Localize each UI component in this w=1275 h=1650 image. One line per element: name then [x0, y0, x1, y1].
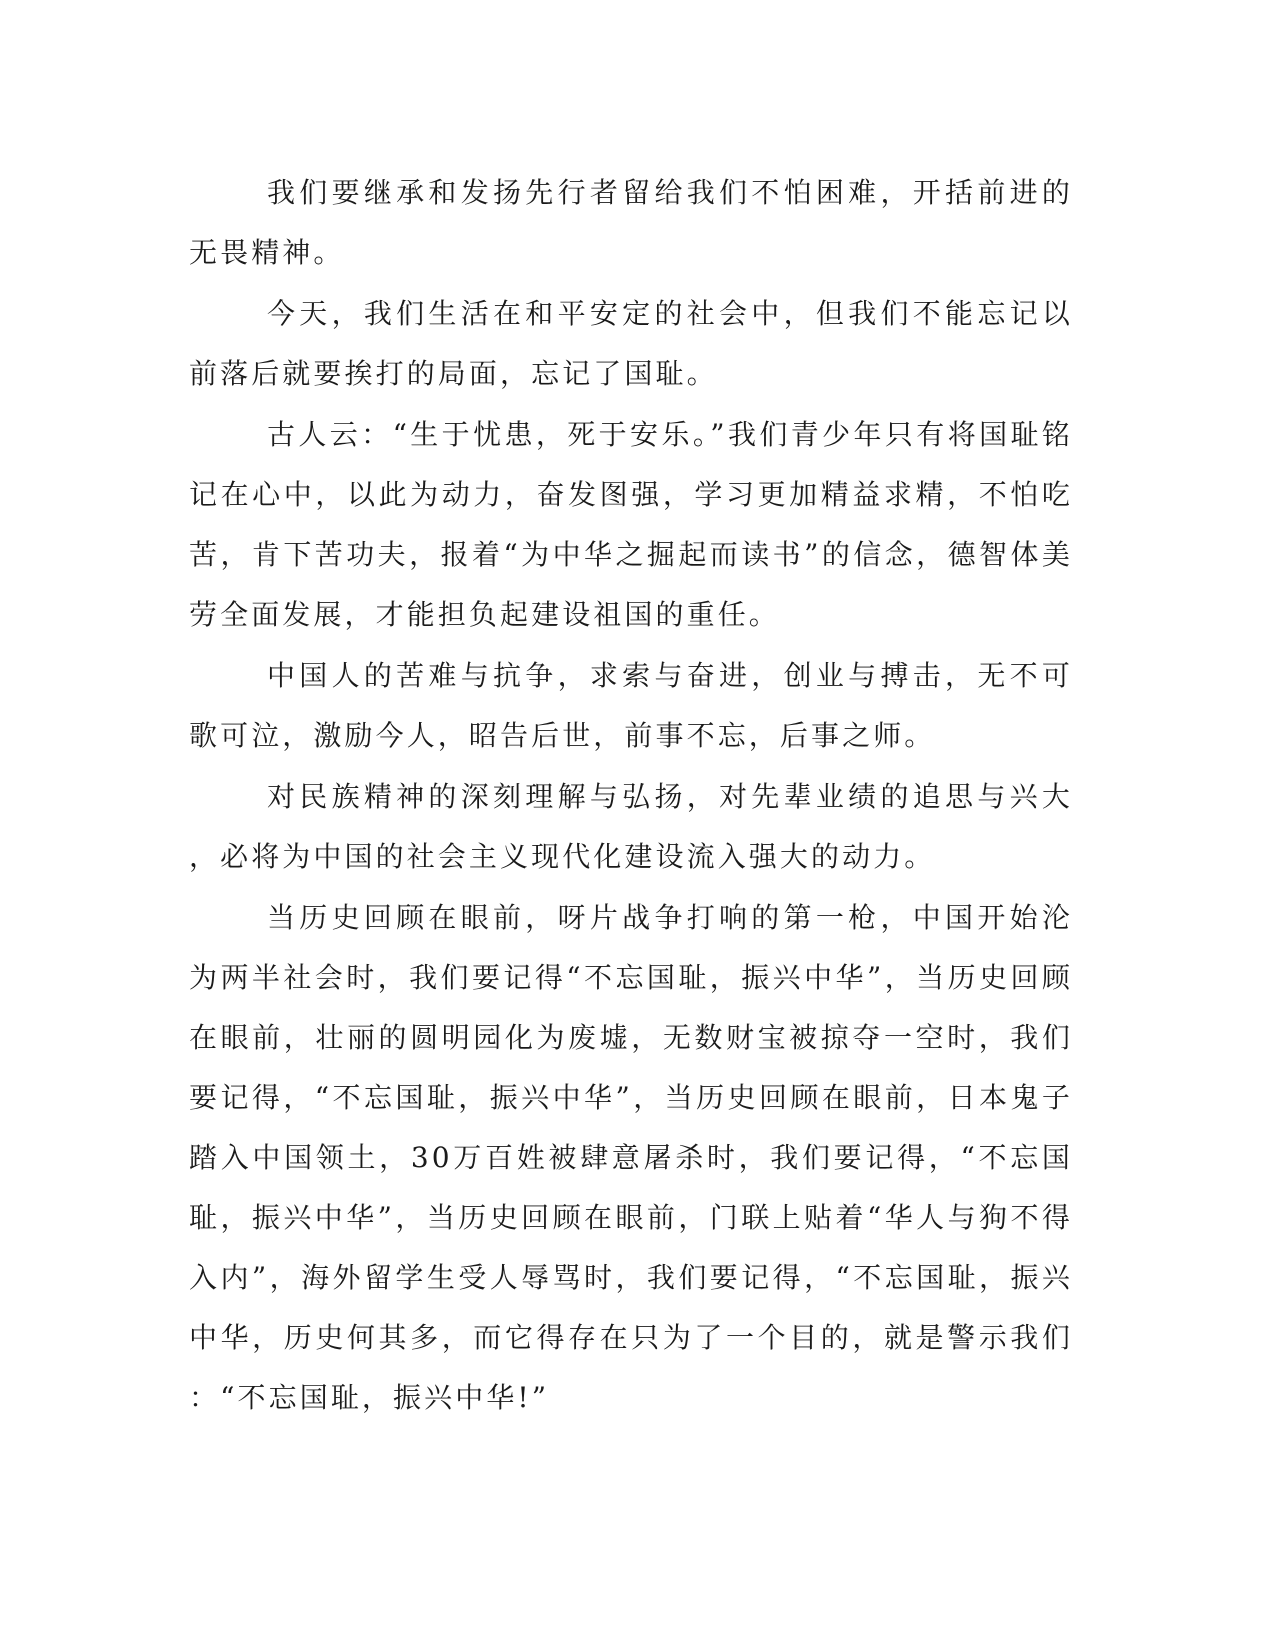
paragraph-2: 今天，我们生活在和平安定的社会中，但我们不能忘记以前落后就要挨打的局面，忘记了国耻。: [189, 297, 1073, 390]
paragraph-5: 对民族精神的深刻理解与弘扬，对先辈业绩的追思与兴大，必将为中国的社会主义现代化建设流入强大的动力。: [189, 780, 1073, 873]
paragraph-1: 我们要继承和发扬先行者留给我们不怕困难，开括前进的无畏精神。: [189, 176, 1073, 269]
paragraph-4: 中国人的苦难与抗争，求索与奋进，创业与搏击，无不可歌可泣，激励今人，昭告后世，前事不忘，后事之师。: [189, 659, 1073, 752]
paragraph-3: 古人云：“生于忧患，死于安乐。”我们青少年只有将国耻铭记在心中，以此为动力，奋发图强，学习更加精益求精，不怕吃苦，肯下苦功夫，报着“为中华之掘起而读书”的信念，德智体美劳全面发展，才能担负起建设祖国的重任。: [189, 418, 1073, 631]
document-body: [189, 163, 1073, 1429]
paragraph-6: 当历史回顾在眼前，呀片战争打响的第一枪，中国开始沦为两半社会时，我们要记得“不忘国耻，振兴中华”，当历史回顾在眼前，壮丽的圆明园化为废墟，无数财宝被掠夺一空时，我们要记得，“不忘国耻，振兴中华”，当历史回顾在眼前，日本鬼子踏入中国领土，30万百姓被肆意屠杀时，我们要记得，“不忘国耻，振兴中华”，当历史回顾在眼前，门联上贴着“华人与狗不得入内”，海外留学生受人辱骂时，我们要记得，“不忘国耻，振兴中华，历史何其多，而它得存在只为了一个目的，就是警示我们：“不忘国耻，振兴中华!”: [189, 901, 1073, 1414]
